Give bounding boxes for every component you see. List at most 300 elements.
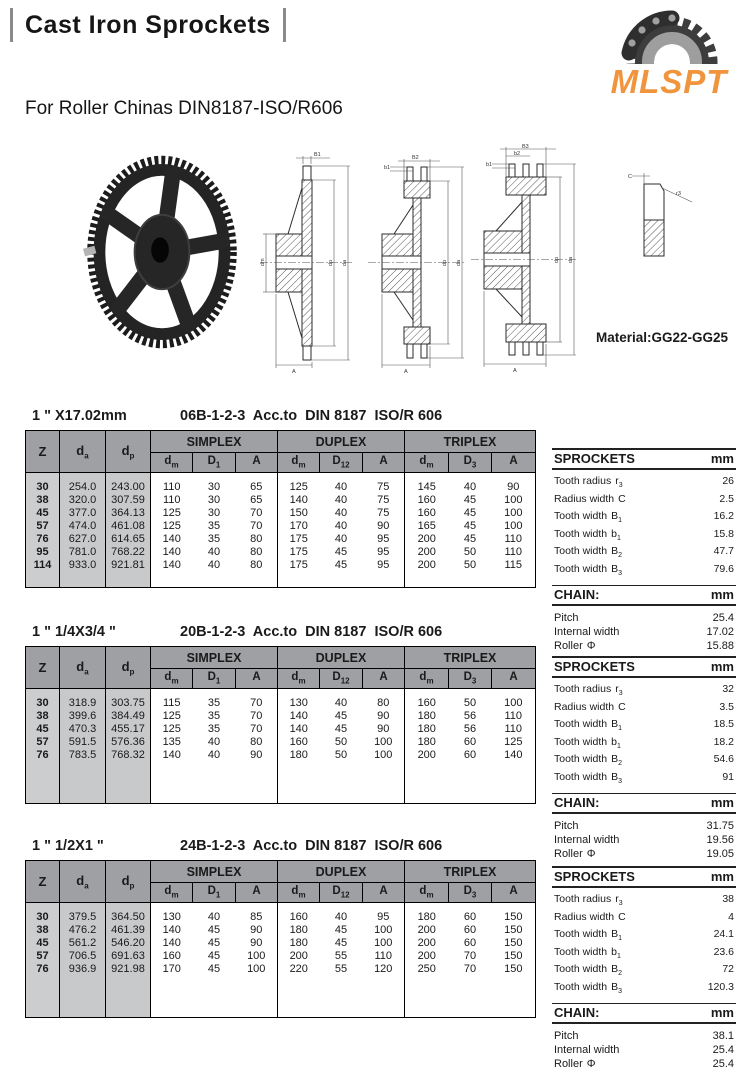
spec-value: 31.75 xyxy=(706,819,734,832)
table-cell: 70 xyxy=(463,962,477,975)
table-cell: 45 xyxy=(334,558,348,571)
spec-row xyxy=(552,981,736,999)
table-cell: 50 xyxy=(463,558,477,571)
table-row xyxy=(26,473,536,494)
table-cell: 70 xyxy=(250,709,263,722)
sprocket-photo xyxy=(76,146,248,363)
spec-label: Tooth width $B_1$ xyxy=(554,510,623,525)
table-cell: 110 xyxy=(374,949,393,962)
table-cell: 45 xyxy=(207,923,221,936)
spec-value: 2.5 xyxy=(719,492,734,505)
table-cell: 60 xyxy=(463,923,477,936)
chain-title: CHAIN: xyxy=(554,794,600,810)
table-cell: 57 xyxy=(26,735,60,748)
unit-label: mm xyxy=(710,794,734,810)
table-cell: 30 xyxy=(26,689,60,710)
table-cell: 140 xyxy=(151,748,193,761)
table-cell: 200 xyxy=(405,545,449,558)
table-cell: 364.13 xyxy=(106,506,151,519)
spec-row xyxy=(552,701,736,719)
table-cell: 95 xyxy=(377,910,390,923)
table-cell: 160 xyxy=(405,506,449,519)
table-row xyxy=(26,923,536,936)
spec-value: 18.2 xyxy=(713,735,734,748)
chain-title: CHAIN: xyxy=(554,1004,600,1020)
table-cell: 125 xyxy=(151,506,193,519)
table-cell: 150 xyxy=(492,903,536,924)
table-cell: 45 xyxy=(334,923,348,936)
chain-header xyxy=(552,1003,736,1024)
table-cell: 45 xyxy=(463,506,477,519)
spec-row xyxy=(552,718,736,736)
sprockets-title: SPROCKETS xyxy=(554,869,635,884)
table-cell: 175 xyxy=(278,532,320,545)
unit-label: mm xyxy=(710,659,734,674)
table-cell: 65 xyxy=(250,493,263,506)
table-row xyxy=(26,493,536,506)
svg-text:B1: B1 xyxy=(314,152,321,158)
svg-text:b2: b2 xyxy=(514,151,521,157)
table-cell: 150 xyxy=(492,923,536,936)
spec-row xyxy=(552,545,736,563)
table-cell: 40 xyxy=(334,493,348,506)
unit-label: mm xyxy=(710,869,734,884)
table-cell: 377.0 xyxy=(60,506,106,519)
spec-label: Tooth width $B_1$ xyxy=(554,928,623,943)
spec-value: 38 xyxy=(722,893,734,905)
table-cell: 45 xyxy=(334,545,348,558)
spec-value: 54.6 xyxy=(713,753,734,766)
spec-value: 4 xyxy=(728,910,734,923)
table-cell: 35 xyxy=(207,532,221,545)
table-filler-row xyxy=(26,761,536,804)
spec-row xyxy=(552,753,736,771)
sprocket-spec-table xyxy=(25,860,536,1018)
table-cell: 364.50 xyxy=(106,903,151,924)
table-cell: 50 xyxy=(463,545,477,558)
table-cell: 140 xyxy=(151,923,193,936)
column-subheader: $d_m$ xyxy=(278,453,320,473)
svg-text:A: A xyxy=(404,369,408,375)
table-cell: 180 xyxy=(278,936,320,949)
table-cell: 320.0 xyxy=(60,493,106,506)
spec-label: Internal width xyxy=(554,1043,620,1056)
table-cell: 768.32 xyxy=(106,748,151,761)
table-cell: 50 xyxy=(334,735,348,748)
table-cell: 200 xyxy=(405,558,449,571)
material-note: Material:GG22-GG25 xyxy=(596,330,729,345)
table-cell: 90 xyxy=(250,748,263,761)
group-header-triplex: TRIPLEX xyxy=(405,647,536,669)
column-subheader: $d_m$ xyxy=(151,669,193,689)
column-subheader: A xyxy=(236,453,278,473)
table-cell: 90 xyxy=(377,722,390,735)
table-cell: 95 xyxy=(26,545,60,558)
table-cell: 80 xyxy=(250,545,263,558)
svg-text:dp: dp xyxy=(328,259,334,266)
table-cell: 160 xyxy=(405,689,449,710)
spec-label: Tooth width $b_1$ xyxy=(554,527,621,542)
chain-size-label: 1 " 1/4X3/4 " xyxy=(32,624,116,640)
spec-label: Tooth width $b_1$ xyxy=(554,735,621,750)
spec-row xyxy=(552,771,736,789)
table-cell: 470.3 xyxy=(60,722,106,735)
table-filler-row xyxy=(26,571,536,588)
sprockets-list xyxy=(552,893,736,999)
spec-label: Tooth radius $r_3$ xyxy=(554,683,623,698)
spec-label: Roller Φ xyxy=(554,1057,596,1070)
spec-label: Radius width C xyxy=(554,910,626,923)
column-subheader: $d_m$ xyxy=(151,453,193,473)
spec-value: 32 xyxy=(722,683,734,695)
table-cell: 125 xyxy=(151,709,193,722)
spec-label: Tooth width $B_3$ xyxy=(554,562,623,578)
table-cell: 140 xyxy=(278,722,320,735)
column-header-dp: $d_p$ xyxy=(106,861,151,903)
column-header-da: $d_a$ xyxy=(60,647,106,689)
table-cell: 95 xyxy=(377,558,390,571)
table-filler-row xyxy=(26,975,536,1018)
table-cell: 70 xyxy=(250,722,263,735)
spec-value: 25.4 xyxy=(712,1043,734,1056)
spec-label: Tooth radius $r_3$ xyxy=(554,893,623,908)
table-cell: 768.22 xyxy=(106,545,151,558)
table-cell: 200 xyxy=(405,949,449,962)
table-cell: 576.36 xyxy=(106,735,151,748)
table-cell: 921.98 xyxy=(106,962,151,975)
table-cell: 95 xyxy=(377,545,390,558)
table-cell: 70 xyxy=(250,519,263,532)
table-cell: 180 xyxy=(405,709,449,722)
spec-label: Tooth width $B_1$ xyxy=(554,718,623,733)
table-cell: 125 xyxy=(278,473,320,494)
spec-value: 24.1 xyxy=(713,928,734,941)
column-header-z: Z xyxy=(26,647,60,689)
column-header-dp: $d_p$ xyxy=(106,647,151,689)
table-row xyxy=(26,709,536,722)
chain-title: CHAIN: xyxy=(554,586,600,602)
table-cell: 50 xyxy=(463,696,477,709)
svg-text:dm: dm xyxy=(260,258,266,266)
table-cell: 150 xyxy=(492,962,536,975)
spec-row xyxy=(552,819,736,833)
table-cell: 180 xyxy=(405,722,449,735)
table-cell: 110 xyxy=(492,532,536,545)
table-cell: 90 xyxy=(492,473,536,494)
spec-row xyxy=(552,510,736,528)
spec-row xyxy=(552,963,736,981)
table-cell: 45 xyxy=(463,532,477,545)
spec-label: Tooth width $B_3$ xyxy=(554,770,623,786)
sprockets-title: SPROCKETS xyxy=(554,451,635,466)
spec-value: 3.5 xyxy=(719,700,734,713)
table-cell: 65 xyxy=(250,480,263,493)
table-row xyxy=(26,519,536,532)
table-cell: 40 xyxy=(334,532,348,545)
spec-section-24b xyxy=(0,838,750,1070)
table-cell: 110 xyxy=(151,493,193,506)
table-cell: 30 xyxy=(26,473,60,494)
spec-value: 17.02 xyxy=(706,625,734,638)
table-cell: 95 xyxy=(377,532,390,545)
table-cell: 150 xyxy=(492,949,536,962)
svg-text:C: C xyxy=(628,174,632,180)
table-cell: 45 xyxy=(207,949,221,962)
svg-text:A: A xyxy=(292,369,296,375)
spec-row xyxy=(552,928,736,946)
table-cell: 40 xyxy=(334,910,348,923)
table-cell: 180 xyxy=(278,923,320,936)
spec-label: Tooth width $B_2$ xyxy=(554,753,623,768)
table-cell: 175 xyxy=(278,558,320,571)
column-subheader: $D_3$ xyxy=(449,453,492,473)
column-subheader: $D_{12}$ xyxy=(320,669,363,689)
table-cell: 318.9 xyxy=(60,689,106,710)
spec-row xyxy=(552,911,736,929)
svg-text:b1: b1 xyxy=(384,165,391,171)
spec-value: 19.05 xyxy=(706,847,734,860)
table-row xyxy=(26,748,536,761)
table-cell: 140 xyxy=(151,558,193,571)
column-subheader: $d_m$ xyxy=(405,453,449,473)
svg-text:A: A xyxy=(513,368,517,374)
spec-label: Tooth width $B_2$ xyxy=(554,545,623,560)
spec-row xyxy=(552,1029,736,1043)
table-cell: 100 xyxy=(247,949,266,962)
spec-row xyxy=(552,736,736,754)
table-cell: 80 xyxy=(250,558,263,571)
page-subtitle: For Roller Chinas DIN8187-ISO/R606 xyxy=(25,98,343,119)
table-cell: 57 xyxy=(26,519,60,532)
table-cell: 170 xyxy=(151,962,193,975)
column-subheader: A xyxy=(363,883,405,903)
table-cell: 200 xyxy=(405,748,449,761)
column-header-z: Z xyxy=(26,431,60,473)
svg-text:dp: dp xyxy=(442,259,448,266)
column-subheader: A xyxy=(363,453,405,473)
sprocket-spec-table xyxy=(25,430,536,588)
table-row xyxy=(26,532,536,545)
group-header-triplex: TRIPLEX xyxy=(405,431,536,453)
svg-text:da: da xyxy=(342,259,348,266)
spec-value: 15.88 xyxy=(706,639,734,652)
spec-value: 72 xyxy=(722,963,734,976)
table-cell: 100 xyxy=(374,923,393,936)
table-cell: 100 xyxy=(374,936,393,949)
chain-size-label: 1 " X17.02mm xyxy=(32,408,127,424)
table-row xyxy=(26,722,536,735)
table-cell: 175 xyxy=(278,545,320,558)
spec-row xyxy=(552,493,736,511)
column-subheader: A xyxy=(492,453,536,473)
table-cell: 55 xyxy=(334,949,348,962)
table-cell: 476.2 xyxy=(60,923,106,936)
group-header-simplex: SIMPLEX xyxy=(151,431,278,453)
table-cell: 120 xyxy=(374,962,393,975)
table-cell: 200 xyxy=(405,923,449,936)
table-cell: 50 xyxy=(334,748,348,761)
spec-row xyxy=(552,683,736,701)
table-cell: 35 xyxy=(207,722,221,735)
table-cell: 100 xyxy=(374,748,393,761)
spec-label: Radius width C xyxy=(554,492,626,505)
unit-label: mm xyxy=(710,586,734,602)
spec-value: 19.56 xyxy=(706,833,734,846)
unit-label: mm xyxy=(710,451,734,466)
table-cell: 40 xyxy=(334,519,348,532)
table-cell: 45 xyxy=(26,506,60,519)
spec-row xyxy=(552,893,736,911)
table-cell: 140 xyxy=(151,545,193,558)
table-cell: 399.6 xyxy=(60,709,106,722)
side-panel xyxy=(552,656,736,866)
table-cell: 57 xyxy=(26,949,60,962)
table-cell: 145 xyxy=(405,473,449,494)
table-cell: 921.81 xyxy=(106,558,151,571)
spec-row xyxy=(552,611,736,625)
group-header-duplex: DUPLEX xyxy=(278,431,405,453)
spec-row xyxy=(552,528,736,546)
svg-text:B3: B3 xyxy=(522,144,529,150)
table-cell: 100 xyxy=(247,962,266,975)
table-cell: 936.9 xyxy=(60,962,106,975)
table-cell: 30 xyxy=(207,506,221,519)
spec-label: Pitch xyxy=(554,819,579,832)
column-subheader: A xyxy=(236,669,278,689)
table-cell: 200 xyxy=(405,532,449,545)
table-cell: 160 xyxy=(405,493,449,506)
table-cell: 254.0 xyxy=(60,473,106,494)
group-header-simplex: SIMPLEX xyxy=(151,647,278,669)
table-cell: 76 xyxy=(26,962,60,975)
table-cell: 30 xyxy=(26,903,60,924)
table-cell: 303.75 xyxy=(106,689,151,710)
spec-label: Pitch xyxy=(554,611,579,624)
spec-row xyxy=(552,475,736,493)
spec-value: 91 xyxy=(722,770,734,783)
table-cell: 76 xyxy=(26,748,60,761)
table-cell: 70 xyxy=(463,949,477,962)
table-row xyxy=(26,962,536,975)
table-cell: 125 xyxy=(151,519,193,532)
section-caption xyxy=(32,624,750,646)
table-cell: 110 xyxy=(492,545,536,558)
table-cell: 70 xyxy=(250,696,263,709)
table-row xyxy=(26,689,536,710)
table-cell: 125 xyxy=(492,735,536,748)
triplex-drawing xyxy=(466,145,591,380)
spec-row xyxy=(552,946,736,964)
table-cell: 561.2 xyxy=(60,936,106,949)
column-subheader: $D_1$ xyxy=(193,883,236,903)
column-subheader: $D_{12}$ xyxy=(320,453,363,473)
spec-label: Radius width C xyxy=(554,700,626,713)
duplex-drawing xyxy=(360,150,480,380)
section-caption xyxy=(32,408,750,430)
table-row xyxy=(26,735,536,748)
table-cell: 379.5 xyxy=(60,903,106,924)
table-cell: 38 xyxy=(26,709,60,722)
table-row xyxy=(26,936,536,949)
table-cell: 100 xyxy=(492,689,536,710)
table-cell: 307.59 xyxy=(106,493,151,506)
table-cell: 461.39 xyxy=(106,923,151,936)
chain-size-label: 1 " 1/2X1 " xyxy=(32,838,104,854)
svg-text:dp: dp xyxy=(554,256,560,263)
tooth-detail-drawing xyxy=(604,168,699,278)
column-subheader: $d_m$ xyxy=(405,669,449,689)
title-right-bar xyxy=(283,8,286,42)
table-cell: 160 xyxy=(278,903,320,924)
sprockets-title: SPROCKETS xyxy=(554,659,635,674)
table-cell: 38 xyxy=(26,923,60,936)
table-cell: 691.63 xyxy=(106,949,151,962)
table-cell: 115 xyxy=(151,689,193,710)
sprocket-spec-table xyxy=(25,646,536,804)
table-cell: 170 xyxy=(278,519,320,532)
table-cell: 45 xyxy=(334,722,348,735)
table-cell: 180 xyxy=(405,903,449,924)
table-cell: 35 xyxy=(207,519,221,532)
spec-value: 15.8 xyxy=(713,527,734,540)
column-subheader: $d_m$ xyxy=(151,883,193,903)
table-row xyxy=(26,903,536,924)
table-cell: 90 xyxy=(377,519,390,532)
table-cell: 55 xyxy=(334,962,348,975)
table-cell: 60 xyxy=(463,910,477,923)
sprocket-chain-logo-icon xyxy=(594,2,744,66)
table-cell: 110 xyxy=(492,709,536,722)
column-subheader: $D_3$ xyxy=(449,883,492,903)
spec-label: Internal width xyxy=(554,833,620,846)
table-cell: 115 xyxy=(492,558,536,571)
table-cell: 614.65 xyxy=(106,532,151,545)
table-cell: 140 xyxy=(151,936,193,949)
table-row xyxy=(26,949,536,962)
table-cell: 933.0 xyxy=(60,558,106,571)
column-header-dp: $d_p$ xyxy=(106,431,151,473)
table-cell: 546.20 xyxy=(106,936,151,949)
table-cell: 200 xyxy=(405,936,449,949)
column-subheader: A xyxy=(363,669,405,689)
table-cell: 40 xyxy=(334,506,348,519)
table-cell: 200 xyxy=(278,949,320,962)
table-cell: 100 xyxy=(374,735,393,748)
column-header-da: $d_a$ xyxy=(60,861,106,903)
table-cell: 76 xyxy=(26,532,60,545)
spec-value: 120.3 xyxy=(707,980,734,993)
table-cell: 38 xyxy=(26,493,60,506)
column-subheader: $D_1$ xyxy=(193,453,236,473)
table-cell: 70 xyxy=(250,506,263,519)
group-header-duplex: DUPLEX xyxy=(278,647,405,669)
side-panel xyxy=(552,866,736,1076)
table-cell: 60 xyxy=(463,936,477,949)
table-cell: 40 xyxy=(334,696,348,709)
spec-label: Tooth radius $r_3$ xyxy=(554,475,623,490)
spec-row xyxy=(552,1057,736,1076)
page-title: Cast Iron Sprockets xyxy=(25,10,271,39)
table-cell: 90 xyxy=(250,936,263,949)
figures-row xyxy=(0,138,750,400)
table-cell: 250 xyxy=(405,962,449,975)
company-logo xyxy=(594,2,744,101)
table-cell: 160 xyxy=(278,735,320,748)
table-cell: 243.00 xyxy=(106,473,151,494)
table-cell: 45 xyxy=(334,936,348,949)
spec-value: 79.6 xyxy=(713,562,734,575)
table-cell: 45 xyxy=(334,709,348,722)
